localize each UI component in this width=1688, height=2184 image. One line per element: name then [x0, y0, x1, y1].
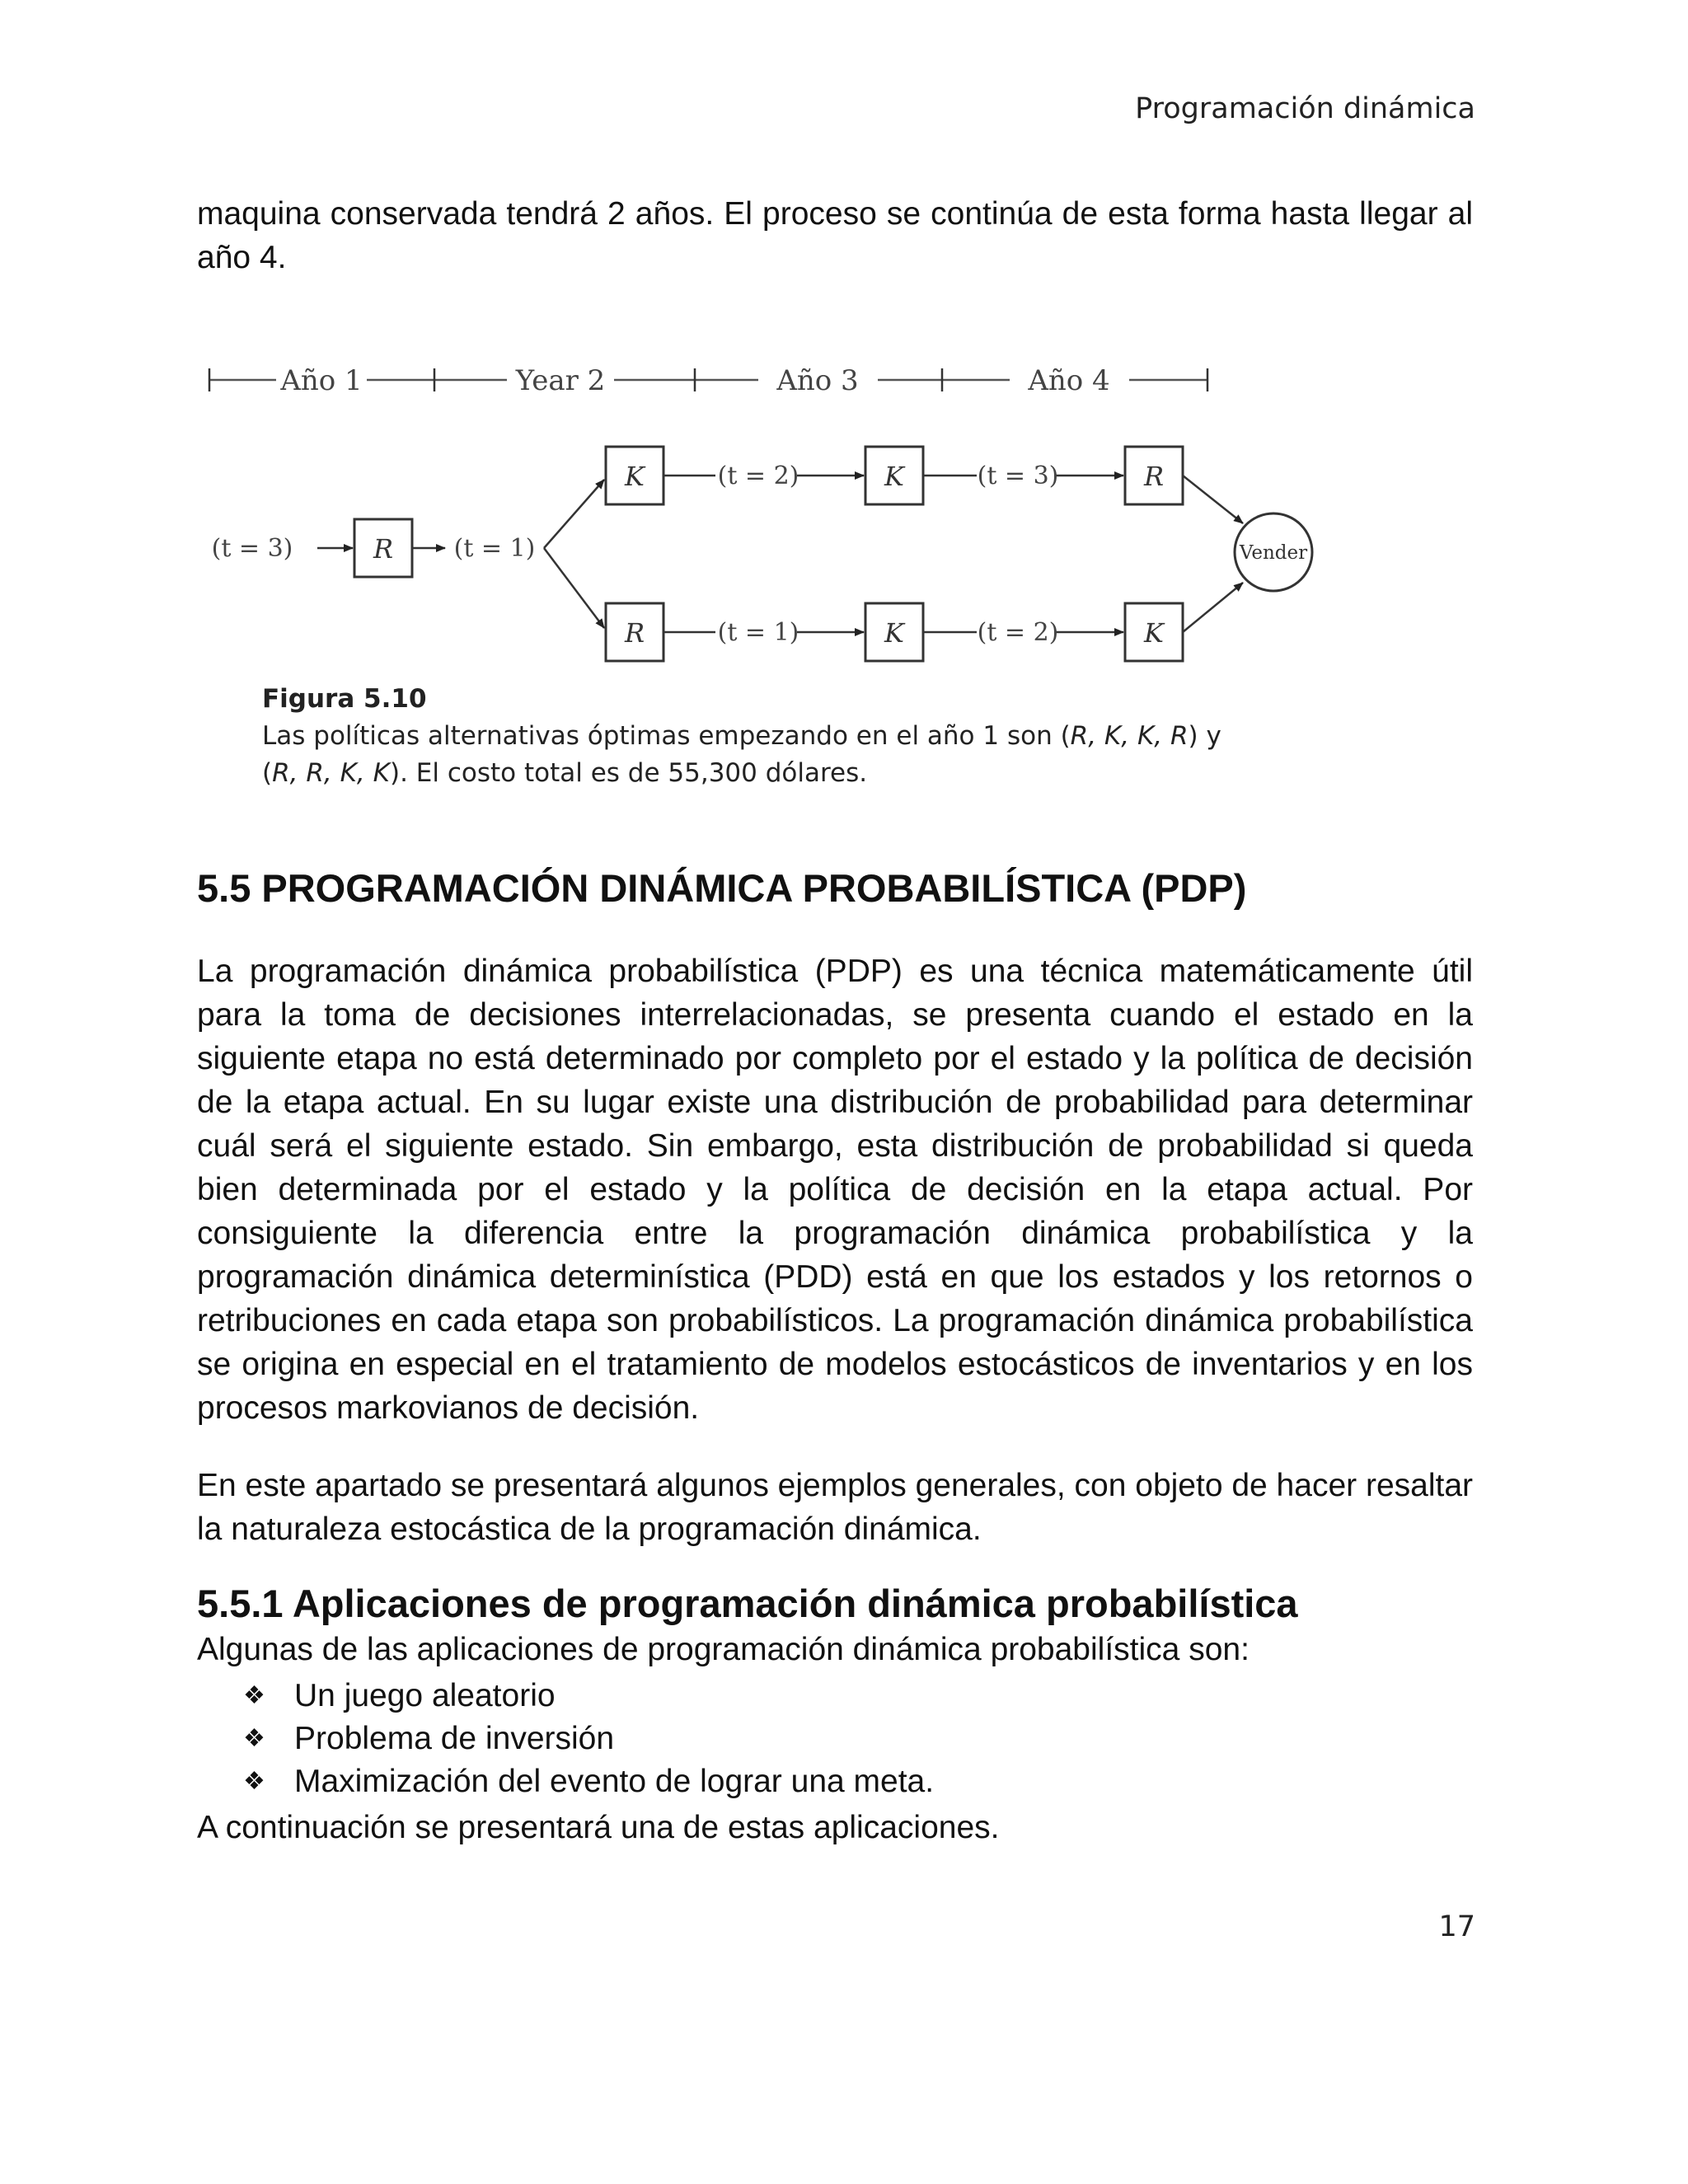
- list-item: ❖ Un juego aleatorio: [243, 1675, 934, 1718]
- edge-label-start: (t = 3): [211, 534, 293, 563]
- year-label-1: Año 1: [280, 364, 363, 397]
- node-top-2: K: [884, 461, 904, 492]
- subsection-title: 5.5.1 Aplicaciones de programación dinámica probabilística: [197, 1582, 1298, 1625]
- edge-label-after-first: (t = 1): [453, 534, 536, 563]
- diamond-bullet-icon: ❖: [243, 1725, 265, 1752]
- figure-caption-line-2: (R, R, K, K). El costo total es de 55,300 dólares.: [262, 758, 868, 788]
- figure-caption-line-1: Las políticas alternativas óptimas empezando en el año 1 son (R, K, K, R) y: [262, 721, 1221, 751]
- policy-diagram: [198, 350, 1335, 663]
- node-top-1: K: [625, 461, 645, 492]
- edge-label-top-2: (t = 3): [977, 462, 1059, 490]
- year-label-3: Año 3: [776, 364, 859, 397]
- edge-label-top-1: (t = 2): [717, 462, 799, 490]
- paragraph-purpose: En este apartado se presentará algunos ejemplos generales, con objeto de hacer resaltar la naturaleza estocástica de la programación dinámica.: [197, 1468, 1473, 1547]
- figure-caption-title: Figura 5.10: [262, 684, 427, 714]
- node-bottom-3: K: [1144, 617, 1164, 649]
- paragraph-definition: La programación dinámica probabilística (PDP) es una técnica matemáticamente útil para la toma de decisiones interrelacionadas, se presenta cuando el estado en la siguiente etapa no está determinado por completo por el estado y la política de decisión de la etapa actual. En su lugar existe una distribución de probabilidad para determinar cuál será el siguiente estado. Sin embargo, esta distribución de probabilidad si queda bien determinada por el estado y la política de decisión en la etapa actual. Por consiguiente la diferencia entre la programación dinámica probabilística y la programación dinámica determinística (PDD) está en que los estados y los retornos o retribuciones en cada etapa son probabilísticos. La programación dinámica probabilística se origina en especial en el tratamiento de modelos estocásticos de inventarios y en los procesos markovianos de decisión.: [197, 954, 1473, 1426]
- list-item: ❖ Maximización del evento de lograr una meta.: [243, 1760, 934, 1803]
- page-number: 17: [1438, 1910, 1475, 1943]
- node-top-3: R: [1143, 461, 1165, 492]
- diamond-bullet-icon: ❖: [243, 1768, 265, 1795]
- node-bottom-1: R: [624, 617, 645, 649]
- list-item: ❖ Problema de inversión: [243, 1718, 934, 1760]
- paragraph-intro: maquina conservada tendrá 2 años. El proceso se continúa de esta forma hasta llegar al año 4.: [197, 196, 1473, 275]
- section-title: 5.5 PROGRAMACIÓN DINÁMICA PROBABILÍSTICA (PDP): [197, 866, 1247, 910]
- figure-caption: [262, 681, 1221, 792]
- edge-label-bottom-1: (t = 1): [717, 618, 799, 647]
- node-end: Vender: [1239, 542, 1308, 564]
- running-header: Programación dinámica: [1135, 92, 1475, 125]
- edge-label-bottom-2: (t = 2): [977, 618, 1059, 647]
- node-start: R: [373, 533, 394, 565]
- year-label-4: Año 4: [1028, 364, 1110, 397]
- applications-list: [243, 1675, 934, 1803]
- year-label-2: Year 2: [515, 364, 606, 397]
- diamond-bullet-icon: ❖: [243, 1682, 265, 1709]
- node-bottom-2: K: [884, 617, 904, 649]
- applications-intro: Algunas de las aplicaciones de programación dinámica probabilística son:: [197, 1632, 1250, 1667]
- closing-sentence: A continuación se presentará una de estas aplicaciones.: [197, 1810, 1000, 1845]
